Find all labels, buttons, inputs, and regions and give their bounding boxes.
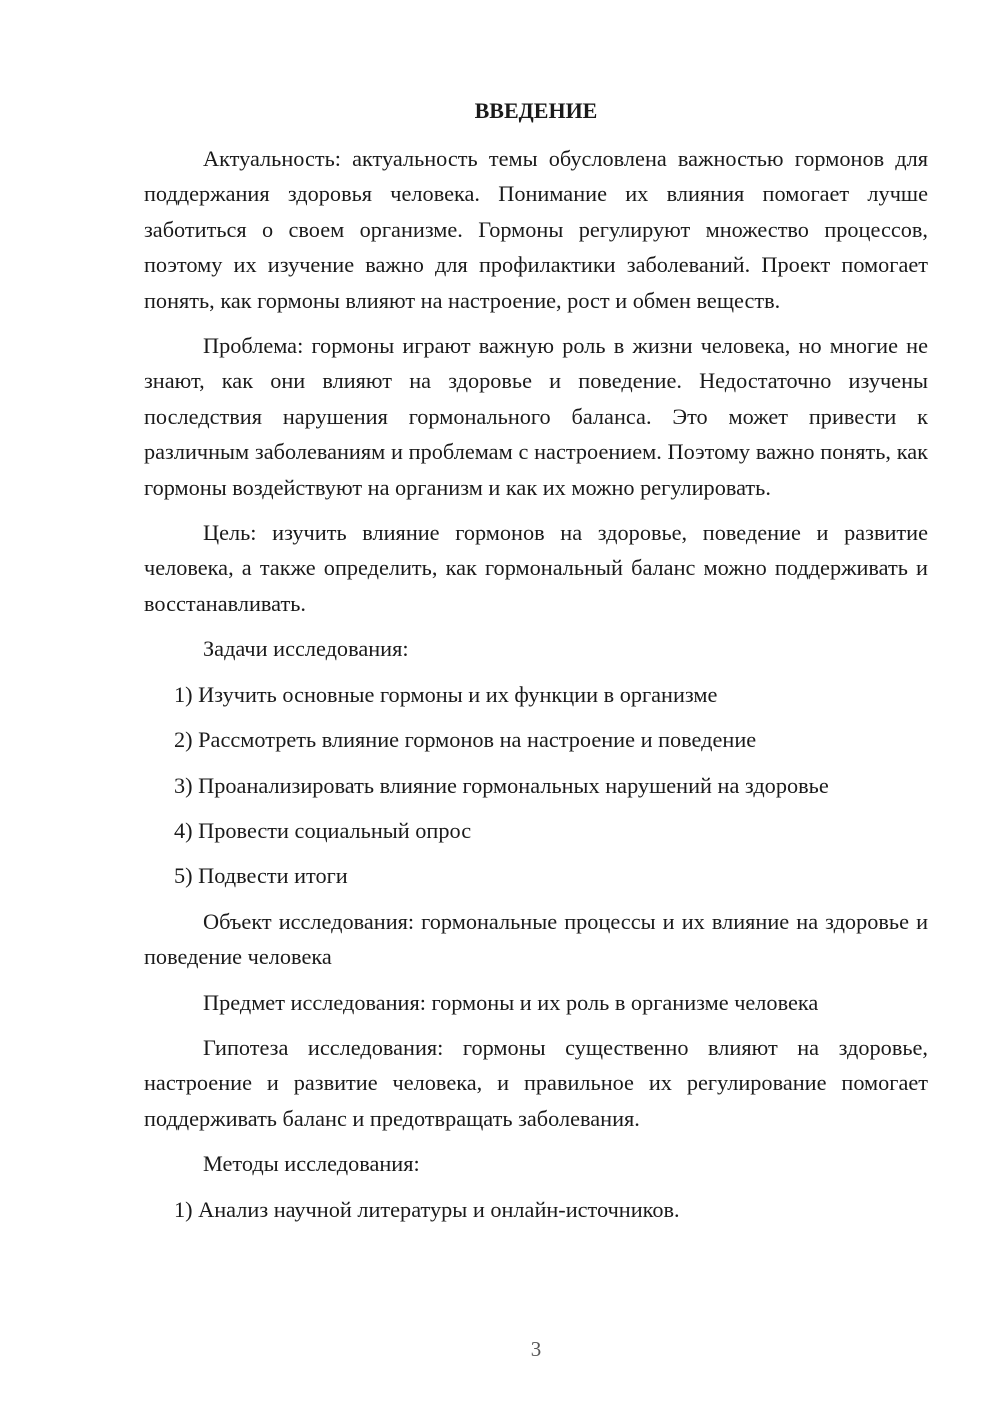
list-item: 5) Подвести итоги	[174, 863, 348, 889]
tasks-label: Задачи исследования:	[203, 636, 409, 662]
list-item: 3) Проанализировать влияние гормональных нарушений на здоровье	[174, 772, 829, 798]
list-item: 4) Провести социальный опрос	[174, 817, 472, 843]
methods-label: Методы исследования:	[203, 1151, 420, 1177]
paragraph-problem: Проблема: гормоны играют важную роль в жизни человека, но многие не знают, как они влияют на здоровье и поведение. Недостаточно изучены последствия нарушения гормонального баланса. Это может привести к различным заболеваниям и проблемам с настроением. Поэтому важно понять, как гормоны воздействуют на организм и как их можно регулировать.	[144, 333, 928, 500]
paragraph-relevance: Актуальность: актуальность темы обусловлена важностью гормонов для поддержания здоровья человека. Понимание их влияния помогает лучше заботиться о своем организме. Гормоны регулируют множество процессов, поэтому их изучение важно для профилактики заболеваний. Проект помогает понять, как гормоны влияют на настроение, рост и обмен веществ.	[144, 146, 928, 313]
paragraph-subject: Предмет исследования: гормоны и их роль в организме человека	[203, 989, 819, 1015]
page-title: ВВЕДЕНИЕ	[474, 98, 598, 123]
list-item: 1) Изучить основные гормоны и их функции в организме	[174, 681, 718, 707]
document-body	[144, 141, 928, 1237]
page-number: 3	[530, 1337, 542, 1361]
paragraph-object: Объект исследования: гормональные процессы и их влияние на здоровье и поведение человека	[144, 908, 928, 970]
list-item: 1) Анализ научной литературы и онлайн-источников.	[174, 1196, 680, 1222]
list-item: 2) Рассмотреть влияние гормонов на настроение и поведение	[174, 727, 757, 753]
paragraph-hypothesis: Гипотеза исследования: гормоны существенно влияют на здоровье, настроение и развитие человека, и правильное их регулирование помогает поддерживать баланс и предотвращать заболевания.	[144, 1034, 928, 1131]
paragraph-goal: Цель: изучить влияние гормонов на здоровье, поведение и развитие человека, а также определить, как гормональный баланс можно поддерживать и восстанавливать.	[144, 520, 928, 616]
